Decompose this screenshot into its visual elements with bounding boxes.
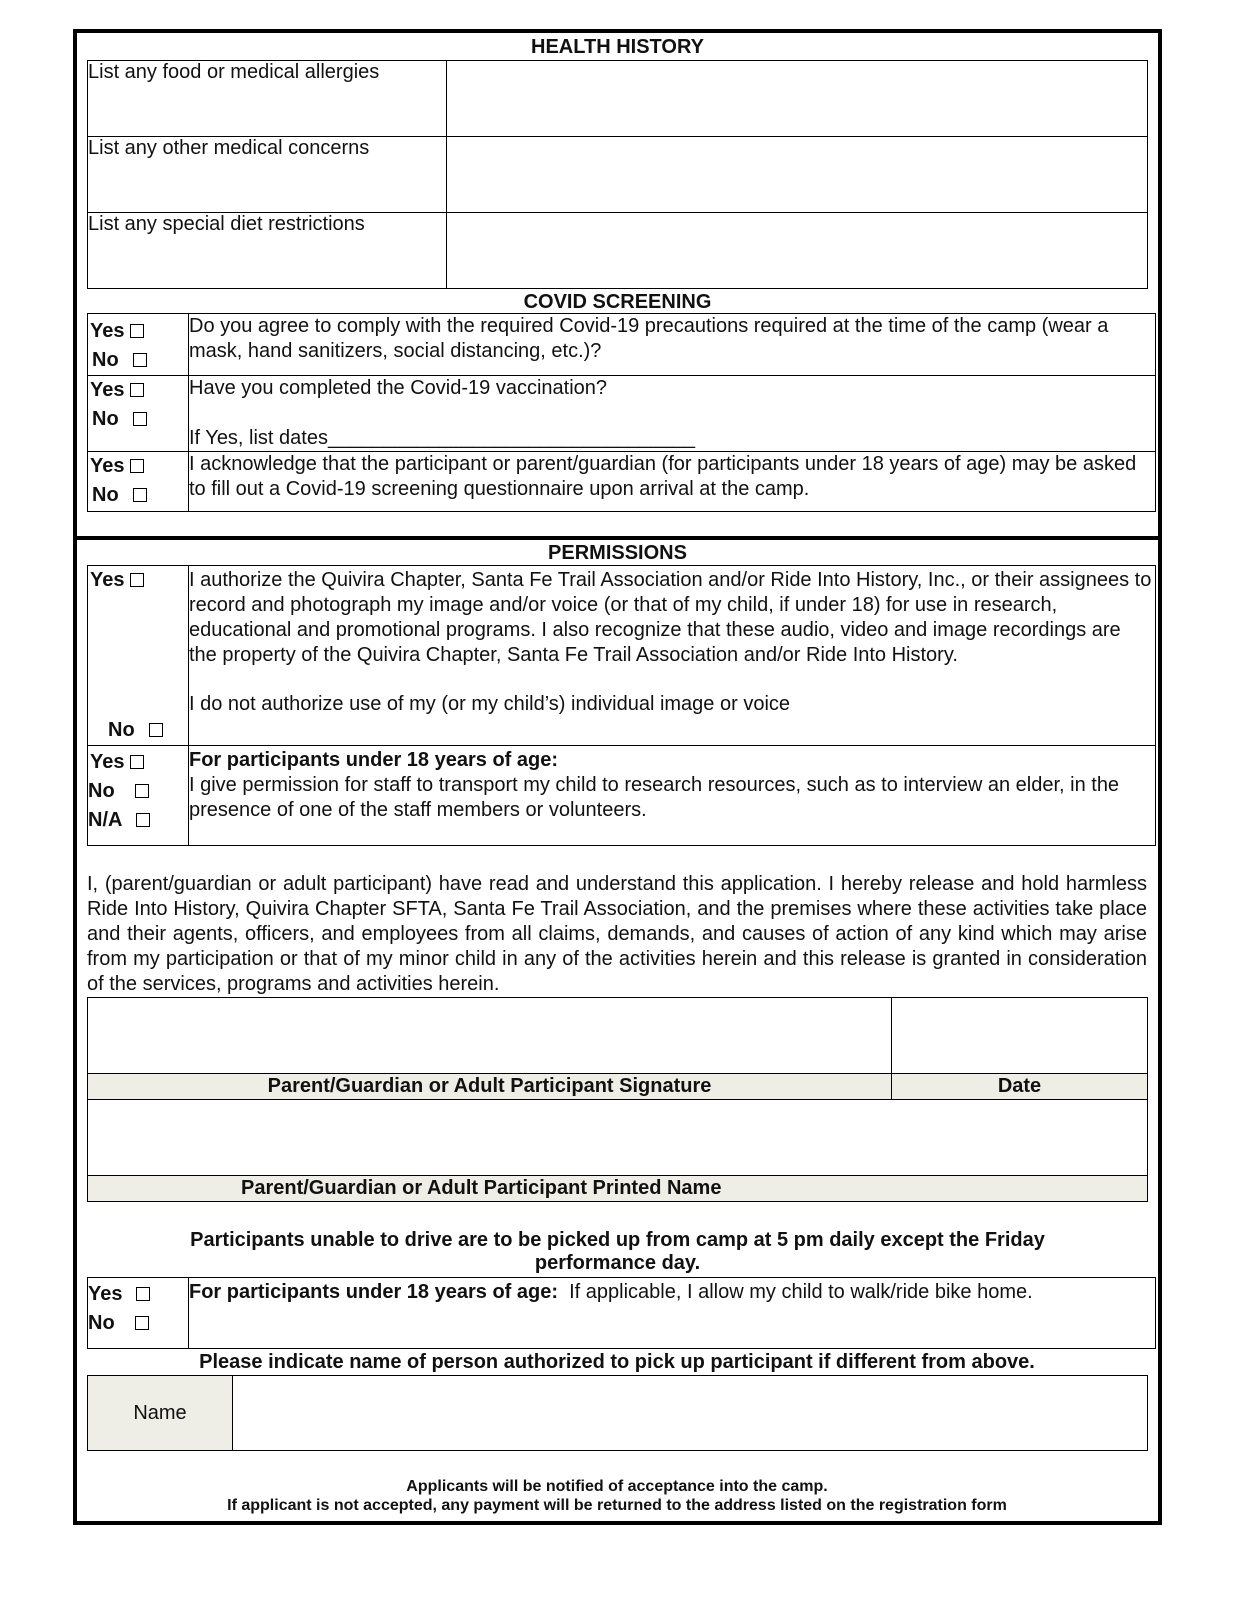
- name-label: Name: [88, 1376, 233, 1451]
- permission-transport-cell: [189, 746, 1156, 846]
- checkbox-icon[interactable]: [130, 459, 144, 473]
- covid-table: [87, 313, 1156, 512]
- no-label: No: [92, 349, 119, 371]
- no-label: No: [92, 408, 119, 430]
- authorized-pickup-notice: Please indicate name of person authorized to pick up participant if different from above.: [199, 1351, 1035, 1373]
- permissions-title: PERMISSIONS: [548, 542, 687, 564]
- permission-media-no-text: I do not authorize use of my (or my child’s) individual image or voice: [189, 693, 791, 715]
- permission-transport-options: [88, 746, 189, 846]
- printed-name-label: [88, 1176, 1148, 1202]
- walk-home-options: [88, 1278, 189, 1349]
- checkbox-icon[interactable]: [133, 488, 147, 502]
- covid-q2-cell: [189, 376, 1156, 452]
- permission-media-no[interactable]: [108, 716, 163, 745]
- date-label: Date: [892, 1074, 1148, 1100]
- permissions-table: [87, 565, 1156, 846]
- yes-label: Yes: [90, 455, 125, 477]
- no-label: No: [108, 719, 135, 741]
- permission-transport-na[interactable]: [88, 806, 188, 835]
- no-label: No: [92, 484, 119, 506]
- walk-home-yes[interactable]: [88, 1280, 188, 1309]
- covid-q1-text: Do you agree to comply with the required Covid-19 precautions required at the time of the camp (wear a mask, hand sanitizers, social distancing, etc.)?: [189, 314, 1156, 376]
- checkbox-icon[interactable]: [130, 383, 144, 397]
- authorized-name-table: [87, 1375, 1148, 1451]
- yes-label: Yes: [90, 320, 125, 342]
- checkbox-icon[interactable]: [133, 412, 147, 426]
- date-field[interactable]: [892, 998, 1148, 1074]
- health-history-table: [87, 60, 1148, 289]
- no-label: No: [88, 1312, 115, 1334]
- checkbox-icon[interactable]: [133, 353, 147, 367]
- diet-restrictions-label: List any special diet restrictions: [88, 213, 447, 289]
- walk-home-cell: [189, 1278, 1156, 1349]
- walk-home-text: If applicable, I allow my child to walk/ride bike home.: [569, 1281, 1033, 1303]
- yes-label: Yes: [90, 569, 125, 591]
- permission-media-options: [88, 566, 189, 746]
- covid-q1-options: [88, 314, 189, 376]
- signature-label: Parent/Guardian or Adult Participant Signature: [88, 1074, 892, 1100]
- covid-q2-no[interactable]: [88, 405, 188, 434]
- no-label: No: [88, 780, 115, 802]
- permission-media-cell: [189, 566, 1156, 746]
- permission-transport-heading: For participants under 18 years of age:: [189, 749, 558, 771]
- authorized-name-field[interactable]: [233, 1376, 1148, 1451]
- printed-name-label-text: Parent/Guardian or Adult Participant Printed Name: [241, 1177, 722, 1199]
- permission-media-yes-text: I authorize the Quivira Chapter, Santa Fe Trail Association and/or Ride Into History, Inc., or their assignees to record and photograph my image and/or voice (or that of my child, if under 18) for use in research, educational and promotional programs. I also recognize that these audio, video and image recordings are the property of the Quivira Chapter, Santa Fe Trail Association and/or Ride Into History.: [189, 569, 1152, 666]
- covid-q2-options: [88, 376, 189, 452]
- covid-q2-text: Have you completed the Covid-19 vaccination?: [189, 377, 608, 399]
- checkbox-icon[interactable]: [149, 723, 163, 737]
- diet-restrictions-field[interactable]: [447, 213, 1148, 289]
- yes-label: Yes: [88, 1283, 123, 1305]
- covid-q3-no[interactable]: [88, 481, 188, 510]
- checkbox-icon[interactable]: [135, 1316, 149, 1330]
- release-paragraph: I, (parent/guardian or adult participant) have read and understand this application. I hereby release and hold harmless Ride Into History, Quivira Chapter SFTA, Santa Fe Trail Association, and the premises where these activities take place and their agents, officers, and employees from all claims, demands, and causes of action of any kind which may arise from my participation or that of my minor child in any of the activities herein and this release is granted in consideration of the services, programs and activities herein.: [87, 873, 1147, 995]
- signature-field[interactable]: [88, 998, 892, 1074]
- checkbox-icon[interactable]: [130, 324, 144, 338]
- covid-screening-title: COVID SCREENING: [523, 291, 712, 313]
- covid-q1-yes[interactable]: [88, 317, 188, 346]
- medical-concerns-field[interactable]: [447, 137, 1148, 213]
- covid-q1-no[interactable]: [88, 346, 188, 375]
- permission-transport-yes[interactable]: [88, 748, 188, 777]
- allergies-field[interactable]: [447, 61, 1148, 137]
- covid-q3-text: I acknowledge that the participant or parent/guardian (for participants under 18 years of age) may be asked to fill out a Covid-19 screening questionnaire upon arrival at the camp.: [189, 452, 1156, 512]
- covid-q3-yes[interactable]: [88, 452, 188, 481]
- footer-line-1: Applicants will be notified of acceptance into the camp.: [406, 1478, 828, 1495]
- walk-home-no[interactable]: [88, 1309, 188, 1338]
- permission-transport-no[interactable]: [88, 777, 188, 806]
- checkbox-icon[interactable]: [135, 784, 149, 798]
- allergies-label: List any food or medical allergies: [88, 61, 447, 137]
- printed-name-field[interactable]: [88, 1100, 1148, 1176]
- covid-q2-yes[interactable]: [88, 376, 188, 405]
- pickup-notice: Participants unable to drive are to be picked up from camp at 5 pm daily except the Friday performance day.: [190, 1229, 1045, 1274]
- walk-home-heading: For participants under 18 years of age:: [189, 1281, 558, 1303]
- checkbox-icon[interactable]: [136, 1287, 150, 1301]
- covid-q2-dates[interactable]: If Yes, list dates_________________________________: [189, 427, 696, 449]
- checkbox-icon[interactable]: [136, 813, 150, 827]
- yes-label: Yes: [90, 379, 125, 401]
- walk-home-table: [87, 1277, 1156, 1349]
- checkbox-icon[interactable]: [130, 573, 144, 587]
- covid-q3-options: [88, 452, 189, 512]
- footer-line-2: If applicant is not accepted, any payment will be returned to the address listed on the registration form: [227, 1497, 1007, 1514]
- checkbox-icon[interactable]: [130, 755, 144, 769]
- medical-concerns-label: List any other medical concerns: [88, 137, 447, 213]
- signature-table: [87, 997, 1148, 1202]
- health-history-title: HEALTH HISTORY: [531, 36, 704, 58]
- yes-label: Yes: [90, 751, 125, 773]
- permission-media-yes[interactable]: [88, 566, 188, 595]
- na-label: N/A: [88, 809, 123, 831]
- permission-transport-text: I give permission for staff to transport my child to research resources, such as to interview an elder, in the presence of one of the staff members or volunteers.: [189, 774, 1120, 821]
